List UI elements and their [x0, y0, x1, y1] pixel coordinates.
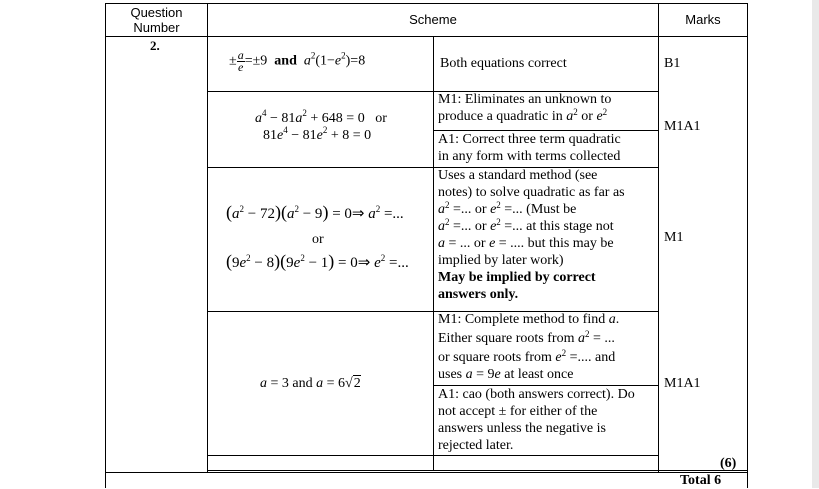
- row2-note-line: M1: Eliminates an unknown to: [438, 92, 612, 107]
- row1-marks: B1: [664, 56, 681, 71]
- row4-marks: M1A1: [664, 376, 701, 391]
- column-divider-1: [207, 3, 208, 472]
- row4-note-line: Either square roots from $a^2$ = ...: [438, 329, 615, 346]
- row4-notes-a1: [438, 386, 635, 454]
- row2-note-line: in any form with terms collected: [438, 149, 621, 164]
- row3-note-line: Uses a standard method (see: [438, 168, 598, 183]
- column-divider-2: [433, 37, 434, 471]
- header-divider: [105, 36, 748, 37]
- row3-note-line: a = ... or e = .... but this may be: [438, 236, 614, 251]
- row2-note-line: produce a quadratic in $a^2$ or $e^2$: [438, 107, 608, 124]
- row3-scheme-math-1: $(a^2 - 72)(a^2 - 9)$ = 0⇒ $a^2$ =...: [226, 202, 404, 222]
- scrollbar[interactable]: [812, 0, 819, 488]
- table-left-border: [105, 3, 106, 488]
- row4-note-line: or square roots from $e^2$ =.... and: [438, 348, 616, 365]
- column-divider-3: [658, 3, 659, 472]
- header-scheme: Scheme: [409, 12, 457, 27]
- table-bottom-border: [105, 472, 748, 473]
- row2-notes-m1: [438, 91, 611, 125]
- row4-notes-m1: [438, 311, 619, 383]
- row4-note-line: M1: Complete method to find a.: [438, 312, 620, 327]
- row3-note-line: implied by later work): [438, 253, 564, 268]
- row4-note-line: uses a = 9e at least once: [438, 367, 574, 382]
- row2-marks: M1A1: [664, 119, 701, 134]
- row3-scheme-or: or: [312, 232, 324, 247]
- row3-note-line: May be implied by correct: [438, 270, 596, 285]
- row3-note-line: $a^2$ =... or $e^2$ =... (Must be: [438, 200, 577, 217]
- header-question-number: Question Number: [130, 5, 183, 35]
- header-marks: Marks: [685, 12, 721, 27]
- row3-notes: [438, 167, 625, 303]
- table-top-border: [105, 3, 748, 4]
- row4-note-line: answers unless the negative is: [438, 421, 606, 436]
- row3-marks: M1: [664, 230, 684, 245]
- row2-scheme-math-2: $81e^4 - 81e^2 + 8 = 0$: [263, 125, 372, 143]
- row2-note-line: A1: Correct three term quadratic: [438, 132, 621, 147]
- subtotal: (6): [720, 456, 737, 471]
- row1-scheme-math: ± $\frac{a}{e}$ =±9 and $a^2(1-e^2)=8$: [229, 48, 366, 74]
- row4-note-line: rejected later.: [438, 438, 514, 453]
- row4-note-line: A1: cao (both answers correct). Do: [438, 387, 635, 402]
- row3-note-line: answers only.: [438, 287, 519, 302]
- question-number: 2.: [150, 38, 160, 53]
- table-right-border: [747, 3, 748, 488]
- row3-scheme-math-2: $(9e^2 - 8)(9e^2 - 1)$ = 0⇒ $e^2$ =...: [226, 251, 409, 271]
- row3-note-line: $a^2$ =... or $e^2$ =... at this stage not: [438, 217, 614, 234]
- row2-scheme-math-1: $a^4 - 81a^2 + 648 = 0$ or: [255, 108, 387, 126]
- total: Total 6: [680, 473, 722, 488]
- row2-notes-a1: [438, 131, 621, 165]
- row1-notes: Both equations correct: [440, 56, 567, 71]
- row4-scheme-math: a = 3 and a = 6√2: [260, 376, 361, 391]
- row4-note-line: not accept ± for either of the: [438, 404, 598, 419]
- row3-note-line: notes) to solve quadratic as far as: [438, 185, 625, 200]
